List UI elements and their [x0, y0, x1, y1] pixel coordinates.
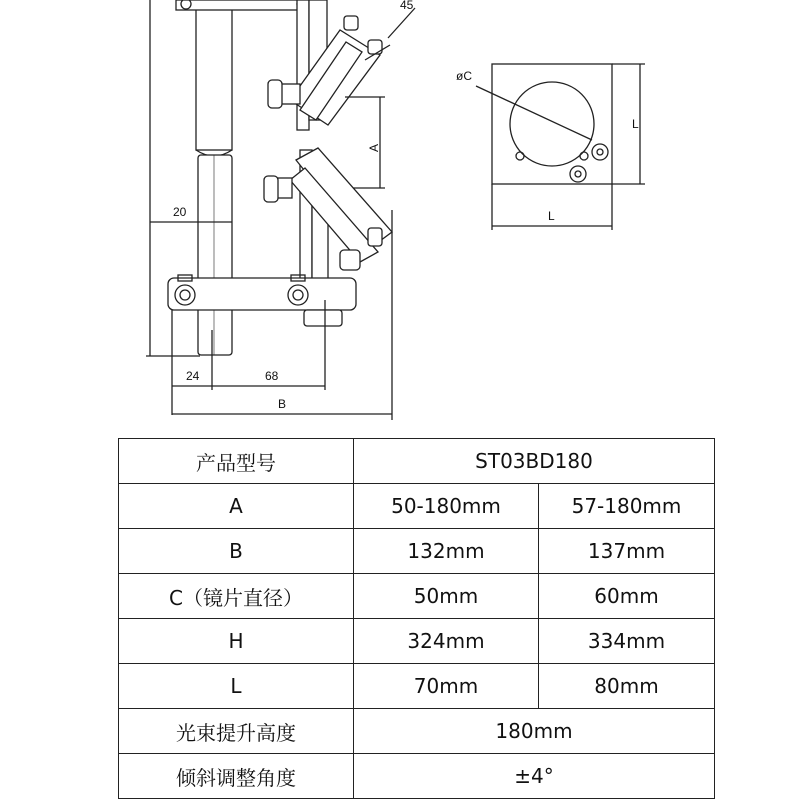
- row-label: A: [119, 484, 354, 529]
- upper-post: [196, 0, 232, 150]
- table-header-row: [119, 439, 715, 484]
- row-label: H: [119, 619, 354, 664]
- lower-post: [198, 155, 232, 355]
- row-value: 334mm: [539, 619, 715, 664]
- row-value: 57-180mm: [539, 484, 715, 529]
- table-row: [119, 619, 715, 664]
- row-label: 倾斜调整角度: [119, 754, 354, 799]
- row-value: 50mm: [354, 574, 539, 619]
- table-row: [119, 484, 715, 529]
- upper-mirror-mount: [268, 16, 390, 125]
- dim-20-label: 20: [173, 205, 187, 219]
- row-value: 132mm: [354, 529, 539, 574]
- base-clamp: [168, 278, 356, 310]
- row-value: 70mm: [354, 664, 539, 709]
- row-value: 137mm: [539, 529, 715, 574]
- row-label: C（镜片直径）: [119, 574, 354, 619]
- dim-68-label: 68: [265, 369, 279, 383]
- table-row: [119, 574, 715, 619]
- b-label: B: [278, 397, 287, 411]
- table-row: [119, 754, 715, 799]
- table-row: [119, 664, 715, 709]
- spec-table: [118, 438, 715, 799]
- diameter-label: øC: [456, 69, 472, 83]
- row-label: 光束提升高度: [119, 709, 354, 754]
- row-label: L: [119, 664, 354, 709]
- l-side-label: L: [632, 117, 639, 131]
- row-value: ±4°: [354, 754, 715, 799]
- angle-label: 45: [400, 0, 414, 12]
- row-value: 324mm: [354, 619, 539, 664]
- table-row: [119, 529, 715, 574]
- dim-24-label: 24: [186, 369, 200, 383]
- a-label: A: [367, 143, 381, 152]
- row-label: B: [119, 529, 354, 574]
- table-row: [119, 709, 715, 754]
- row-value: 60mm: [539, 574, 715, 619]
- header-label: 产品型号: [119, 439, 354, 484]
- row-value: 80mm: [539, 664, 715, 709]
- row-value: 180mm: [354, 709, 715, 754]
- header-model: ST03BD180: [354, 439, 715, 484]
- row-value: 50-180mm: [354, 484, 539, 529]
- side-view: [476, 64, 645, 230]
- l-bottom-label: L: [548, 209, 555, 223]
